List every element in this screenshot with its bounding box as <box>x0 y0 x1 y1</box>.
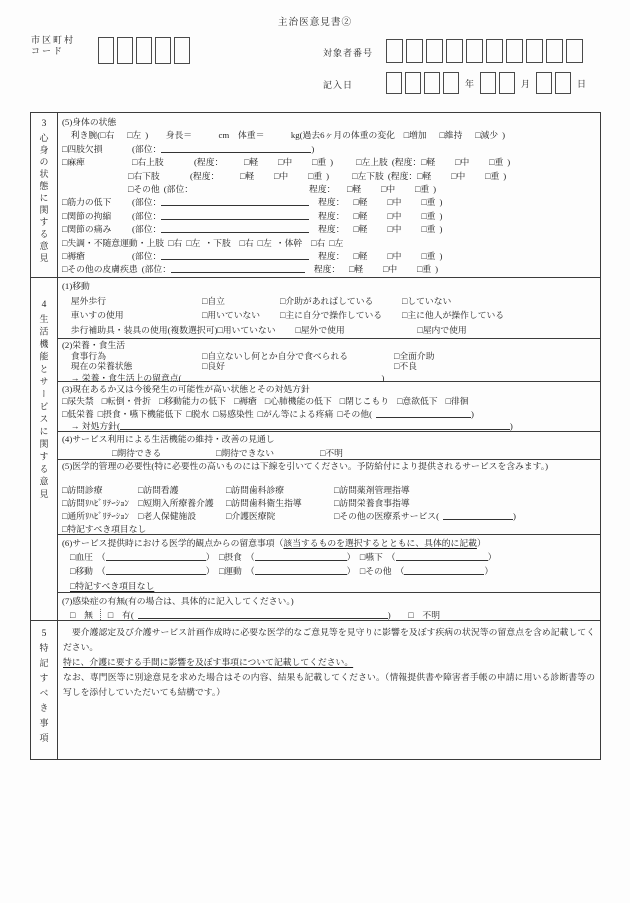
checkbox-item[interactable]: □重 <box>489 157 504 168</box>
checkbox-item[interactable]: □その他( <box>337 408 372 419</box>
form-line <box>62 340 596 351</box>
form-line <box>62 383 596 395</box>
digit-box[interactable] <box>426 39 443 63</box>
checkbox-item[interactable]: □訪問ﾘﾊﾋﾞﾘﾃｰｼｮﾝ <box>62 497 129 508</box>
checkbox-item[interactable]: □左 <box>257 237 272 248</box>
checkbox-item[interactable]: □重 <box>312 157 327 168</box>
label-text: (部位： <box>132 250 162 261</box>
block-3-risk-conditions <box>58 381 600 431</box>
checkbox-item[interactable]: □四肢欠損 <box>62 143 103 154</box>
label-text: ) <box>439 250 443 261</box>
checkbox-item[interactable]: □重 <box>421 210 436 221</box>
checkbox-item[interactable]: □低栄養 <box>62 408 94 419</box>
checkbox-item[interactable]: □中 <box>387 197 402 208</box>
checkbox-item[interactable]: □通所ﾘﾊﾋﾞﾘﾃｰｼｮﾝ <box>62 510 129 521</box>
checkbox-item[interactable]: □軽 <box>353 197 368 208</box>
checkbox-item[interactable]: □自立ないし何とか自分で食べられる <box>202 350 349 361</box>
label-text: （ <box>96 566 106 577</box>
checkbox-item[interactable]: □軽 <box>240 170 255 181</box>
label-text: (部位： <box>141 264 172 275</box>
checkbox-item[interactable]: □左上肢 <box>356 157 388 168</box>
checkbox-item[interactable]: □老人保健施設 <box>138 510 197 521</box>
form-line <box>62 510 596 523</box>
label-text: 程度： <box>309 250 345 261</box>
checkbox-item[interactable]: □中 <box>381 183 396 194</box>
label-text: (部位： <box>132 143 162 154</box>
blank-field[interactable] <box>255 551 347 561</box>
form-line <box>62 237 596 250</box>
label-text: (3)現在あるか又は今後発生の可能性が高い状態とその対処方針 <box>62 384 310 394</box>
label-text: 歩行補助具・装具の使用(複数選択可) <box>62 324 218 335</box>
label-text: ・下肢 <box>204 237 240 248</box>
checkbox-item[interactable]: □期待できない <box>216 447 275 458</box>
label-text: (部位： <box>132 224 162 235</box>
label-text: 程度： <box>309 183 336 194</box>
checkbox-item[interactable]: □移動 <box>70 566 93 577</box>
digit-box[interactable] <box>136 37 152 64</box>
label-text <box>431 129 440 142</box>
form-line <box>62 129 596 142</box>
label-text: (5)身体の状態 <box>62 117 117 127</box>
form-line <box>62 308 596 323</box>
label-text: (1)移動 <box>62 281 90 291</box>
digit-box[interactable] <box>536 72 552 94</box>
label-text: (程度： <box>194 157 228 168</box>
checkbox-item[interactable]: □主に他人が操作している <box>402 310 505 321</box>
checkbox-item[interactable]: □関節の拘縮 <box>62 210 112 221</box>
label-text: → 栄養・食生活上の留意点( <box>62 372 182 383</box>
section-3-mind-body-condition <box>31 113 600 278</box>
digit-box[interactable] <box>386 39 403 63</box>
checkbox-item[interactable]: □良好 <box>202 361 225 372</box>
checkbox-item[interactable]: □重 <box>417 264 432 275</box>
checkbox-item[interactable]: □訪問栄養食事指導 <box>334 497 410 508</box>
checkbox-item[interactable]: □嚥下 <box>359 552 383 563</box>
digit-box[interactable] <box>486 39 503 63</box>
blank-field[interactable] <box>182 372 382 382</box>
entry-date-day-boxes <box>536 77 574 87</box>
form-line <box>62 250 596 263</box>
block-7-infection <box>58 592 600 621</box>
label-text: (6)サービス提供時における医学的観点からの留意事項（ <box>62 538 284 548</box>
checkbox-item[interactable]: □尿失禁 <box>62 396 94 407</box>
label-text: 屋外歩行 <box>62 295 106 306</box>
blank-field[interactable] <box>161 223 309 233</box>
section-5-special-notes <box>31 621 600 759</box>
municipality-code-boxes <box>98 37 193 64</box>
block-4-service-outlook <box>58 431 600 459</box>
blank-field[interactable] <box>376 408 471 418</box>
label-text: (4)サービス利用による生活機能の維持・改善の見通し <box>62 434 275 444</box>
form-line <box>62 116 596 129</box>
form-line <box>62 156 596 169</box>
checkbox-item[interactable]: □主に自分で操作している <box>280 310 383 321</box>
checkbox-item[interactable]: □筋力の低下 <box>62 197 112 208</box>
checkbox-item[interactable]: □右 <box>311 237 326 248</box>
checkbox-item[interactable]: □訪問看護 <box>138 485 179 495</box>
label-text: ) <box>439 210 443 221</box>
checkbox-item[interactable]: □介助があればしている <box>280 295 374 306</box>
checkbox-item[interactable]: □軽 <box>417 170 432 181</box>
checkbox-item[interactable]: □自立 <box>202 295 225 306</box>
block-2-nutrition <box>58 338 600 381</box>
label-text: （ <box>245 552 255 563</box>
blank-field[interactable] <box>161 143 311 153</box>
checkbox-item[interactable]: □軽 <box>353 250 368 261</box>
checkbox-item[interactable]: □摂食 <box>218 552 242 563</box>
section-4-header-column <box>31 278 58 620</box>
label-text: (部位： <box>132 210 162 221</box>
checkbox-item[interactable]: □右 <box>168 237 183 248</box>
municipality-code-label-line1: 市区町村 <box>31 35 76 45</box>
checkbox-item[interactable]: □中 <box>387 250 402 261</box>
day-unit-label: 日 <box>577 78 587 89</box>
section-3-content <box>58 113 600 277</box>
label-text: 程度： <box>305 264 341 275</box>
checkbox-item[interactable]: □ 無 <box>70 610 93 621</box>
checkbox-item[interactable]: □その他 <box>359 566 392 577</box>
blank-field[interactable] <box>106 551 206 561</box>
checkbox-item[interactable]: □がん等による疼痛 <box>257 408 334 419</box>
subject-number-label: 対象者番号 <box>323 48 374 58</box>
form-line <box>62 183 596 196</box>
blank-field[interactable] <box>106 565 206 575</box>
form-line <box>62 263 596 276</box>
label-text: ） <box>205 552 219 563</box>
label-text: (程度： <box>387 170 418 181</box>
label-text: → 対処方針( <box>62 420 120 431</box>
entry-date-label: 記入日 <box>323 80 354 90</box>
label-text: (程度： <box>190 170 224 181</box>
checkbox-item[interactable]: □維持 <box>439 130 463 141</box>
checkbox-item[interactable]: □その他 <box>128 183 160 194</box>
section-5-vertical-title: 特記すべき事項 <box>38 643 49 748</box>
checkbox-item[interactable]: □移動能力の低下 <box>159 396 226 407</box>
label-text: ） <box>476 538 486 548</box>
checkbox-item[interactable]: □重 <box>308 170 323 181</box>
checkbox-item[interactable]: □不明 <box>320 447 343 458</box>
block-1-mobility <box>58 278 600 338</box>
label-text: 程度： <box>309 224 345 235</box>
checkbox-item[interactable]: □屋外で使用 <box>295 324 345 335</box>
checkbox-item[interactable]: □重 <box>421 224 436 235</box>
checkbox-item[interactable]: □失調・不随意運動・上肢 <box>62 237 165 248</box>
label-text: (2)栄養・食生活 <box>62 340 126 350</box>
checkbox-item[interactable]: □心肺機能の低下 <box>264 396 332 407</box>
form-line <box>62 579 596 593</box>
form-line <box>62 594 596 608</box>
checkbox-item[interactable]: □その他の医療系サービス( <box>334 510 440 521</box>
digit-box[interactable] <box>506 39 523 63</box>
checkbox-item[interactable]: □増加 <box>403 130 427 141</box>
checkbox-item[interactable]: □重 <box>415 183 430 194</box>
section-4-vertical-title: 生活機能とサービスに関する意見 <box>38 314 49 502</box>
checkbox-item[interactable]: □運動 <box>218 566 242 577</box>
label-text: ) 身長＝ cm 体重＝ kg(過去6ヶ月の体重の変化 <box>145 130 404 141</box>
checkbox-item[interactable]: □ 不明 <box>408 610 441 621</box>
checkbox-item[interactable]: □血圧 <box>70 552 93 563</box>
checkbox-item[interactable]: □軽 <box>349 264 364 275</box>
label-text: ) <box>503 170 507 181</box>
label-text: ) <box>502 130 506 141</box>
digit-box[interactable] <box>480 72 496 94</box>
checkbox-item[interactable]: □右 <box>100 130 115 141</box>
label-text: (5)医学的管理の必要性(特に必要性の高いものには下線を引いてください。予防給付により提供されるサービスを含みます。) <box>62 461 549 471</box>
checkbox-item[interactable]: □閉じこもり <box>339 396 390 407</box>
label-text: 利き腕( <box>62 130 101 141</box>
form-line <box>62 484 596 497</box>
checkbox-item[interactable]: □中 <box>274 170 289 181</box>
digit-box[interactable] <box>499 72 515 94</box>
section-3-number: 3 <box>41 119 47 129</box>
label-text <box>118 129 127 142</box>
checkbox-item[interactable]: □左 <box>127 130 142 141</box>
blank-field[interactable] <box>171 263 305 273</box>
checkbox-item[interactable]: □徘徊 <box>445 396 469 407</box>
digit-box[interactable] <box>174 37 190 64</box>
checkbox-item[interactable]: □右下肢 <box>128 170 160 181</box>
label-text: なお、専門医等に別途意見を求めた場合はその内容、結果も記載してください。（情報提供書や障害者手帳の申請に用いる診断書等の写しを添付していただいても結構です。） <box>63 672 595 697</box>
section-5-content[interactable] <box>58 621 600 759</box>
checkbox-item[interactable]: □摂食・嚥下機能低下 <box>97 408 183 419</box>
label-text: 食事行為 <box>62 350 106 361</box>
checkbox-item[interactable]: □軽 <box>421 157 436 168</box>
digit-box[interactable] <box>406 39 423 63</box>
form-line <box>62 497 596 510</box>
block-5-medical-management <box>58 459 600 534</box>
year-unit-label: 年 <box>465 78 475 89</box>
underlined-text: 該当するものを選択するとともに、具体的に記載 <box>283 538 477 548</box>
checkbox-item[interactable]: □特記すべき項目なし <box>70 580 155 591</box>
label-text: 要介護認定及び介護サービス計画作成時に必要な医学的なご意見等を見守りに影響を及ぼす疾病の状況等の留意点を含め記載してください。 <box>63 627 595 652</box>
label-text: ） <box>484 566 494 577</box>
checkbox-item[interactable]: □左下肢 <box>352 170 384 181</box>
subject-number-boxes <box>386 39 586 63</box>
label-text: ) <box>311 143 315 154</box>
notes-paragraph <box>63 625 595 700</box>
checkbox-item[interactable]: □中 <box>451 170 466 181</box>
checkbox-item[interactable]: □関節の痛み <box>62 224 112 235</box>
blank-field[interactable] <box>255 565 347 575</box>
form-line <box>62 461 596 484</box>
checkbox-item[interactable]: □ 有( <box>107 610 134 621</box>
form-line <box>62 210 596 223</box>
label-text: （ <box>96 552 106 563</box>
entry-date-month-boxes <box>480 77 518 87</box>
checkbox-item[interactable]: □意欲低下 <box>397 396 438 407</box>
checkbox-item[interactable]: □用いていない <box>217 324 276 335</box>
checkbox-item[interactable]: □易感染性 <box>213 408 254 419</box>
label-text: ) <box>435 264 439 275</box>
section-4-content <box>58 278 600 620</box>
form-line <box>62 361 596 372</box>
checkbox-item[interactable]: □軽 <box>353 210 368 221</box>
checkbox-item[interactable]: □不良 <box>394 361 417 372</box>
label-text: ） <box>487 552 497 563</box>
checkbox-item[interactable]: □褥瘡 <box>233 396 257 407</box>
checkbox-item[interactable]: □重 <box>421 197 436 208</box>
blank-field[interactable] <box>161 196 309 206</box>
digit-box[interactable] <box>117 37 133 64</box>
entry-date-row <box>386 72 592 94</box>
form-line <box>62 564 596 578</box>
checkbox-item[interactable]: □軽 <box>244 157 259 168</box>
label-text: ） <box>346 566 360 577</box>
checkbox-item[interactable]: □介護医療院 <box>226 510 276 521</box>
digit-box[interactable] <box>386 72 402 94</box>
label-text: ) <box>387 610 409 621</box>
checkbox-item[interactable]: □その他の皮膚疾患 <box>62 264 138 275</box>
form-line <box>62 395 596 407</box>
label-text: (部位： <box>163 183 194 194</box>
form-line <box>62 323 596 338</box>
municipality-code-label <box>31 35 75 57</box>
digit-box[interactable] <box>546 39 563 63</box>
form-line <box>62 536 596 550</box>
form-line <box>62 279 596 294</box>
checkbox-item[interactable]: □転倒・骨折 <box>101 396 152 407</box>
checkbox-item[interactable]: □重 <box>421 250 436 261</box>
label-text: ） <box>205 566 219 577</box>
checkbox-item[interactable]: □左 <box>329 237 344 248</box>
blank-field[interactable] <box>396 551 488 561</box>
form-line <box>62 408 596 420</box>
checkbox-item[interactable]: □全面介助 <box>394 350 435 361</box>
form-line <box>62 294 596 309</box>
label-text: (7)感染症の有無(有の場合は、具体的に記入してください。) <box>62 596 294 606</box>
digit-box[interactable] <box>526 39 543 63</box>
label-text <box>466 129 475 142</box>
checkbox-item[interactable]: □中 <box>455 157 470 168</box>
section-3-header-column <box>31 113 58 277</box>
section-4-life-function-services <box>31 278 600 621</box>
checkbox-item[interactable]: □中 <box>387 224 402 235</box>
checkbox-item[interactable]: □訪問歯科診療 <box>226 485 285 495</box>
digit-box[interactable] <box>424 72 440 94</box>
label-text: （ <box>386 552 396 563</box>
label-text: 現在の栄養状態 <box>62 361 133 372</box>
checkbox-item[interactable]: □麻痺 <box>62 157 85 168</box>
label-text: ） <box>346 552 360 563</box>
dotted-divider <box>100 609 101 620</box>
section-5-number: 5 <box>41 629 47 639</box>
label-text: 車いすの使用 <box>62 310 124 321</box>
form-line <box>62 143 596 156</box>
municipality-code-label-line2: コード <box>31 46 65 56</box>
blank-field[interactable] <box>138 609 388 619</box>
section-5-header-column <box>31 621 58 759</box>
blank-field[interactable] <box>161 210 309 220</box>
form-line <box>62 196 596 209</box>
digit-box[interactable] <box>405 72 421 94</box>
section-4-number: 4 <box>41 300 47 310</box>
entry-date-year-boxes <box>386 77 462 87</box>
page-title: 主治医意見書② <box>277 17 353 28</box>
label-text: (部位： <box>132 197 162 208</box>
checkbox-item[interactable]: □重 <box>485 170 500 181</box>
digit-box[interactable] <box>555 72 571 94</box>
underlined-text: 特に、介護に要する手間に影響を及ぼす事項について記載してください。 <box>63 657 354 667</box>
label-text: ) <box>471 408 474 419</box>
form-line <box>62 223 596 236</box>
digit-box[interactable] <box>155 37 171 64</box>
form-table <box>30 112 601 760</box>
month-unit-label: 月 <box>521 78 531 89</box>
checkbox-item[interactable]: □していない <box>402 295 452 306</box>
form-line <box>62 550 596 564</box>
label-text: ) <box>433 183 437 194</box>
block-6-service-cautions <box>58 534 600 592</box>
label-text: ) <box>509 420 513 431</box>
label-text: 程度： <box>309 210 345 221</box>
checkbox-item[interactable]: □褥瘡 <box>62 250 85 261</box>
label-text: ) <box>330 157 334 168</box>
checkbox-item[interactable]: □特記すべき項目なし <box>62 523 147 534</box>
digit-box[interactable] <box>466 39 483 63</box>
blank-field[interactable] <box>404 565 484 575</box>
blank-field[interactable] <box>120 420 510 430</box>
checkbox-item[interactable]: □用いていない <box>202 310 261 321</box>
label-text: ) <box>513 510 516 521</box>
checkbox-item[interactable]: □右上肢 <box>132 157 164 168</box>
digit-box[interactable] <box>443 72 459 94</box>
checkbox-item[interactable]: □訪問薬剤管理指導 <box>334 485 410 495</box>
checkbox-item[interactable]: □減少 <box>475 130 499 141</box>
checkbox-item[interactable]: □軽 <box>353 224 368 235</box>
checkbox-item[interactable]: □屋内で使用 <box>417 324 467 335</box>
blank-field[interactable] <box>443 510 513 520</box>
form-line <box>62 170 596 183</box>
form-line <box>62 351 596 362</box>
label-text: (程度： <box>391 157 422 168</box>
form-line <box>62 433 596 447</box>
checkbox-item[interactable]: □左 <box>186 237 201 248</box>
digit-box[interactable] <box>566 39 583 63</box>
digit-box[interactable] <box>98 37 114 64</box>
checkbox-item[interactable]: □期待できる <box>112 447 162 458</box>
checkbox-item[interactable]: □訪問歯科衛生指導 <box>226 497 302 508</box>
section-3-vertical-title: 心身の状態に関する意見 <box>38 133 49 265</box>
label-text: ) <box>439 224 443 235</box>
checkbox-item[interactable]: □中 <box>387 210 402 221</box>
checkbox-item[interactable]: □訪問診療 <box>62 485 103 495</box>
label-text: ) <box>439 197 443 208</box>
checkbox-item[interactable]: □軽 <box>347 183 362 194</box>
checkbox-item[interactable]: □脱水 <box>186 408 210 419</box>
checkbox-item[interactable]: □中 <box>383 264 398 275</box>
label-text: 程度： <box>309 197 345 208</box>
label-text: ) <box>507 157 511 168</box>
label-text: ) <box>326 170 330 181</box>
label-text: ) <box>381 372 385 383</box>
blank-field[interactable] <box>161 250 309 260</box>
label-text: ・体幹 <box>275 237 311 248</box>
checkbox-item[interactable]: □右 <box>239 237 254 248</box>
label-text: （ <box>245 566 255 577</box>
label-text: （ <box>395 566 405 577</box>
checkbox-item[interactable]: □短期入所療養介護 <box>138 497 214 508</box>
digit-box[interactable] <box>446 39 463 63</box>
checkbox-item[interactable]: □中 <box>278 157 293 168</box>
